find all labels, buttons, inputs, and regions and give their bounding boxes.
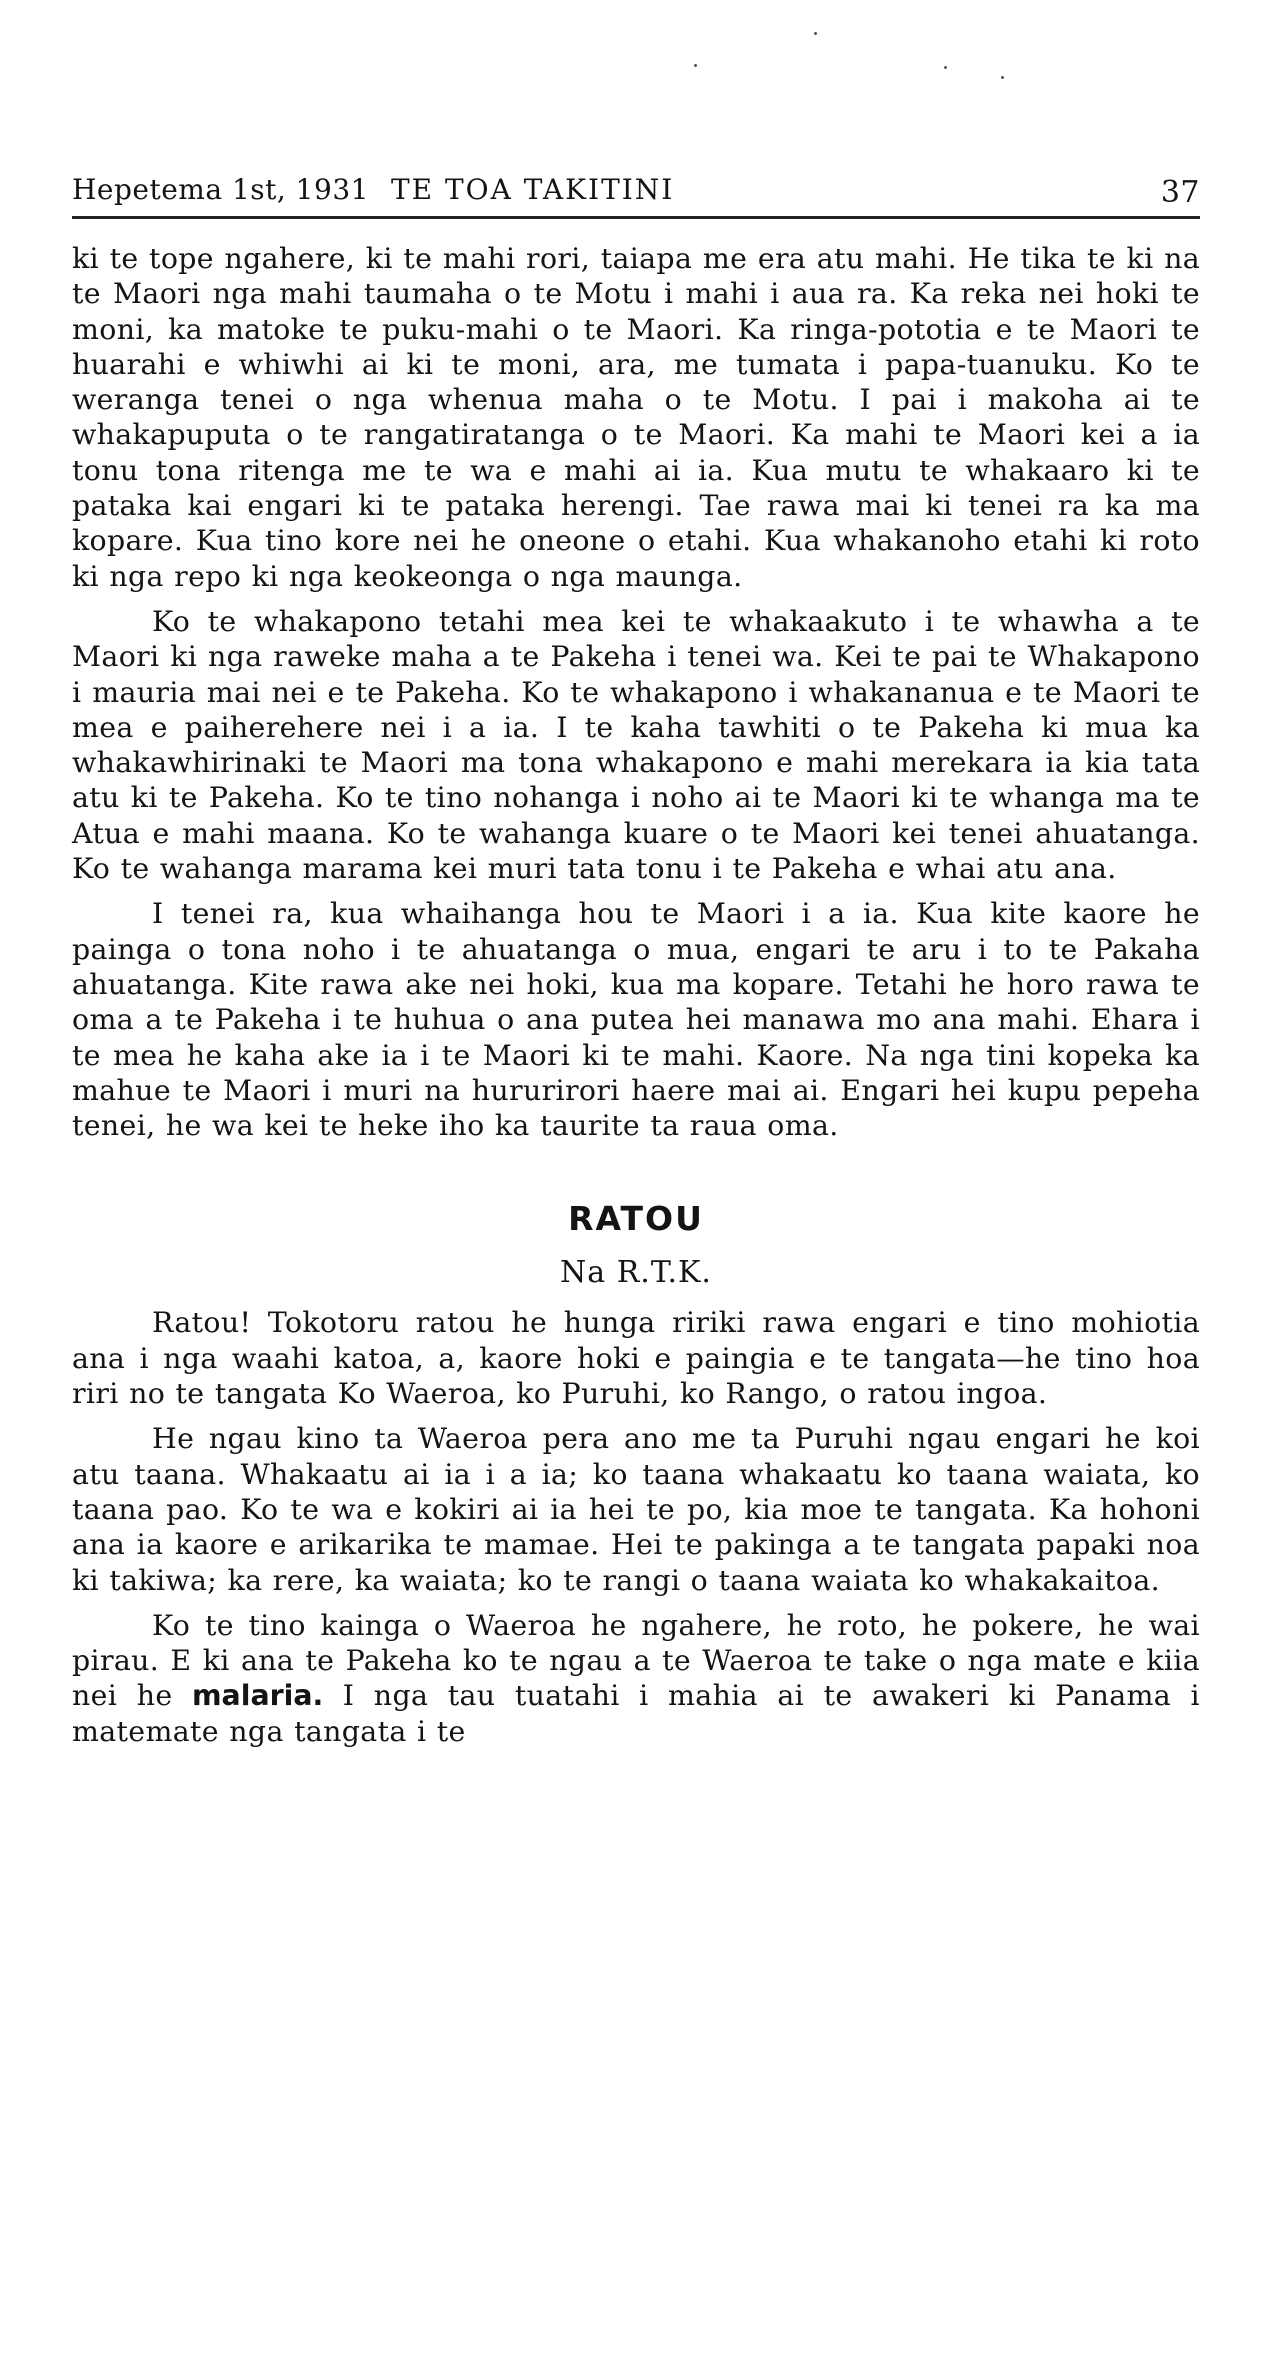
article-paragraph-1: Ratou! Tokotoru ratou he hunga ririki rawa engari e tino mohiotia ana i nga waahi katoa, a, kaore hoki e paingia e te tangata—he tino hoa riri no te tangata Ko Waeroa, ko Puruhi, ko Rango, o ratou ingoa. bbox=[72, 1306, 1200, 1411]
page-number: 37 bbox=[1160, 175, 1200, 210]
malaria-term: malaria. bbox=[191, 1679, 324, 1713]
body-paragraph-2: Ko te whakapono tetahi mea kei te whakaakuto i te whawha a te Maori ki nga raweke maha a te Pakeha i tenei wa. Kei te pai te Whakapono i mauria mai nei e te Pakeha. Ko te whakapono i whakananua e te Maori te mea e paiherehere nei i a ia. I te kaha tawhiti o te Pakeha ki mua ka whakawhirinaki te Maori ma tona whakapono e mahi merekara ia kia tata atu ki te Pakeha. Ko te tino nohanga i noho ai te Maori ki te whanga ma te Atua e mahi maana. Ko te wahanga kuare o te Maori kei tenei ahuatanga. Ko te wahanga marama kei muri tata tonu i te Pakeha e whai atu ana. bbox=[72, 604, 1200, 886]
article-title: RATOU bbox=[568, 1199, 704, 1239]
header-title: TE TOA TAKITINI bbox=[390, 173, 675, 206]
article-byline: Na R.T.K. bbox=[560, 1255, 712, 1291]
article-paragraph-3 bbox=[72, 1608, 1200, 1749]
paragraph-text: Ko te tino kainga o Waeroa he ngahere, he roto, he pokere, he wai pirau. E ki ana te Pakeha ko te ngau a te Waeroa te take o nga mate e kiia nei he bbox=[72, 1608, 1200, 1713]
paragraph-text-continued: I nga tau tuatahi i mahia ai te awakeri ki Panama i matemate nga tangata i te bbox=[72, 1679, 1200, 1748]
body-paragraph-3: I tenei ra, kua whaihanga hou te Maori i a ia. Kua kite kaore he painga o tona noho i te ahuatanga o mua, engari te aru i to te Pakaha ahuatanga. Kite rawa ake nei hoki, kua ma kopare. Tetahi he horo rawa te oma a te Pakeha i te huhua o ana putea hei manawa mo ana mahi. Ehara i te mea he kaha ake ia i te Maori ki te mahi. Kaore. Na nga tini kopeka ka mahue te Maori i muri na hururirori haere mai ai. Engari hei kupu pepeha tenei, he wa kei te heke iho ka taurite ta raua oma. bbox=[72, 897, 1200, 1143]
article-paragraph-2: He ngau kino ta Waeroa pera ano me ta Puruhi ngau engari he koi atu taana. Whakaatu ai ia i a ia; ko taana whakaatu ko taana waiata, ko taana pao. Ko te wa e kokiri ai ia hei te po, kia moe te tangata. Ka hohoni ana ia kaore e arikarika te mamae. Hei te pakinga a te tangata papaki noa ki takiwa; ka rere, ka waiata; ko te rangi o taana waiata ko whakakaitoa. bbox=[72, 1422, 1200, 1597]
running-header bbox=[72, 160, 1200, 210]
body-paragraph-1: ki te tope ngahere, ki te mahi rori, taiapa me era atu mahi. He tika te ki na te Maori nga mahi taumaha o te Motu i mahi i aua ra. Ka reka nei hoki te moni, ka matoke te puku-mahi o te Maori. Ka ringa-pototia e te Maori te huarahi e whiwhi ai ki te moni, ara, me tumata i papa-tuanuku. Ko te weranga tenei o nga whenua maha o te Motu. I pai i makoha ai te whakapuputa o te rangatiratanga o te Maori. Ka mahi te Maori kei a ia tonu tona ritenga me te wa e mahi ai ia. Kua mutu te whakaaro ki te pataka kai engari ki te pataka herengi. Tae rawa mai ki tenei ra ka ma kopare. Kua tino kore nei he oneone o etahi. Kua whakanoho etahi ki roto ki nga repo ki nga keokeonga o nga maunga. bbox=[72, 242, 1200, 593]
header-date: Hepetema 1st, 1931 bbox=[72, 173, 369, 206]
page bbox=[72, 160, 1200, 1749]
header-rule bbox=[72, 216, 1200, 219]
